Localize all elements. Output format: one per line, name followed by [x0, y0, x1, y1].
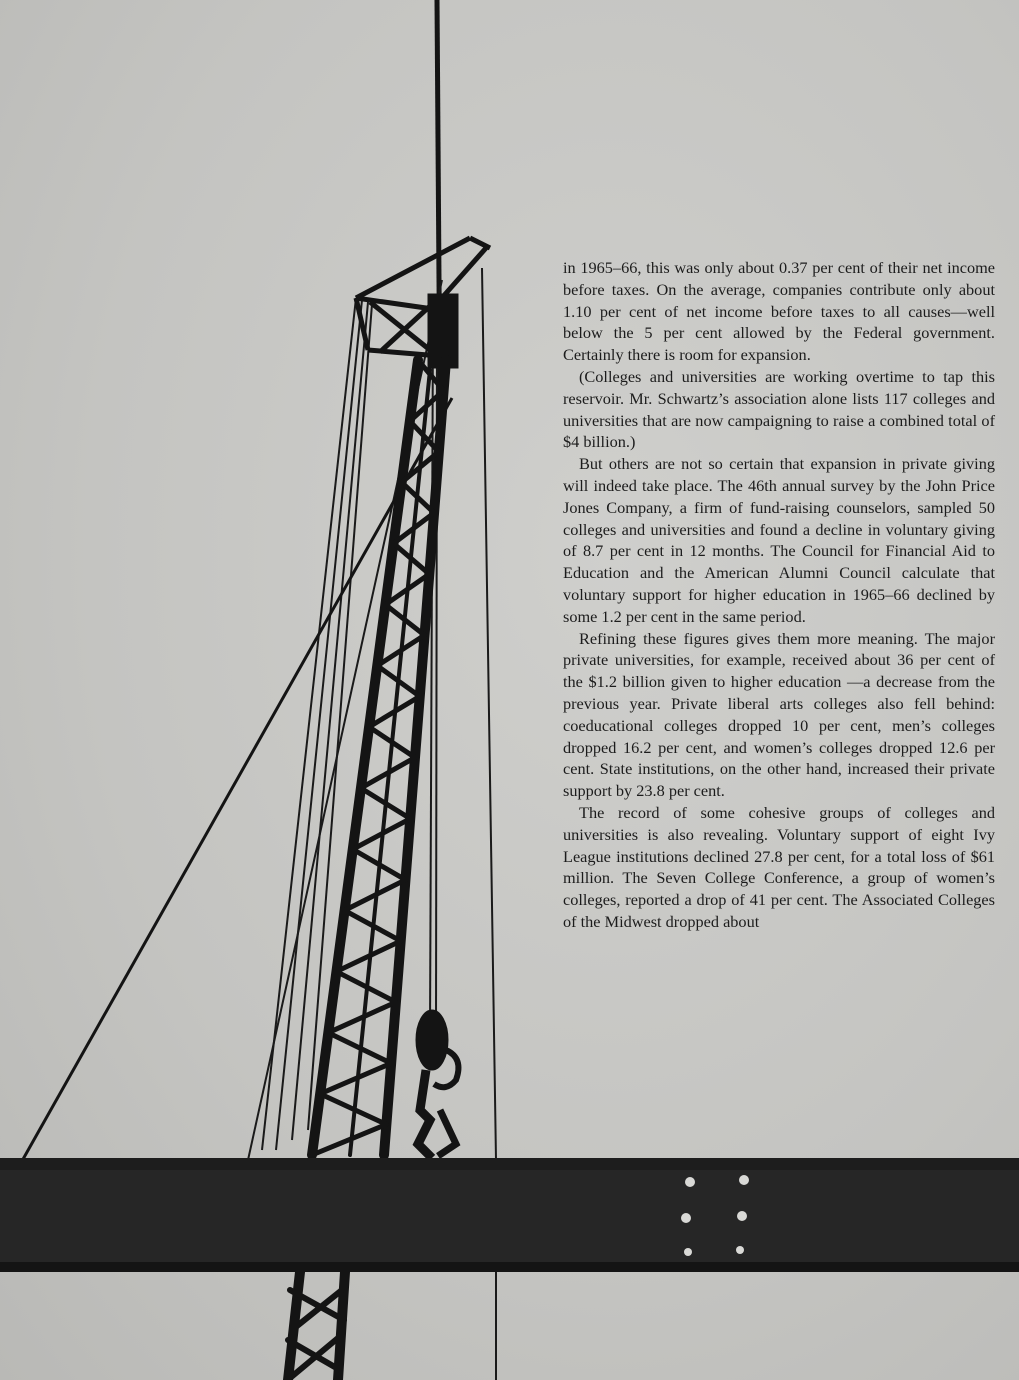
crane-jib	[356, 238, 490, 366]
paragraph: in 1965–66, this was only about 0.37 per cent of their net income before taxes. On the average, companies contribute only about 1.10 per cent of net income before taxes to all causes—well below the 5 per cent allowed by the Federal government. Certainly there is room for expansion.	[563, 258, 995, 365]
paragraph: But others are not so certain that expansion in private giving will indeed take place. The 46th annual survey by the John Price Jones Company, a firm of fund-raising counselors, sampled 50 colleges and universities and found a decline in voluntary giving of 8.7 per cent in 12 months. The Council for Financial Aid to Education and the American Alumni Council calculate that voluntary support for higher education in 1965–66 declined by some 1.2 per cent in the same period.	[563, 454, 995, 626]
paragraph: (Colleges and universities are working overtime to tap this reservoir. Mr. Schwartz’s association alone lists 117 colleges and universities that are now campaigning to raise a combined total of $4 billion.)	[563, 366, 995, 452]
lower-tower	[288, 1272, 345, 1380]
paragraph: Refining these figures gives them more meaning. The major private universities, for example, received about 36 per cent of the $1.2 billion given to higher education —a decrease from the previous year. Private liberal arts colleges also fell behind: coeducational colleges dropped 10 per cent, men’s colleges dropped 16.2 per cent, and women’s colleges dropped 12.6 per cent. State institutions, on the other hand, increased their private support by 23.8 per cent.	[563, 628, 995, 801]
hook-assembly	[416, 1010, 458, 1158]
paragraph: The record of some cohesive groups of colleges and universities is also revealing. Voluntary support of eight Ivy League institutions declined 27.8 per cent, for a total loss of $61 million. The Seven College Conference, a group of women’s colleges, reported a drop of 41 per cent. The Associated Colleges of the Midwest dropped about	[563, 802, 995, 931]
diagonal-stay	[0, 398, 452, 1200]
article-text	[563, 257, 995, 933]
steel-beam	[0, 1158, 1019, 1272]
